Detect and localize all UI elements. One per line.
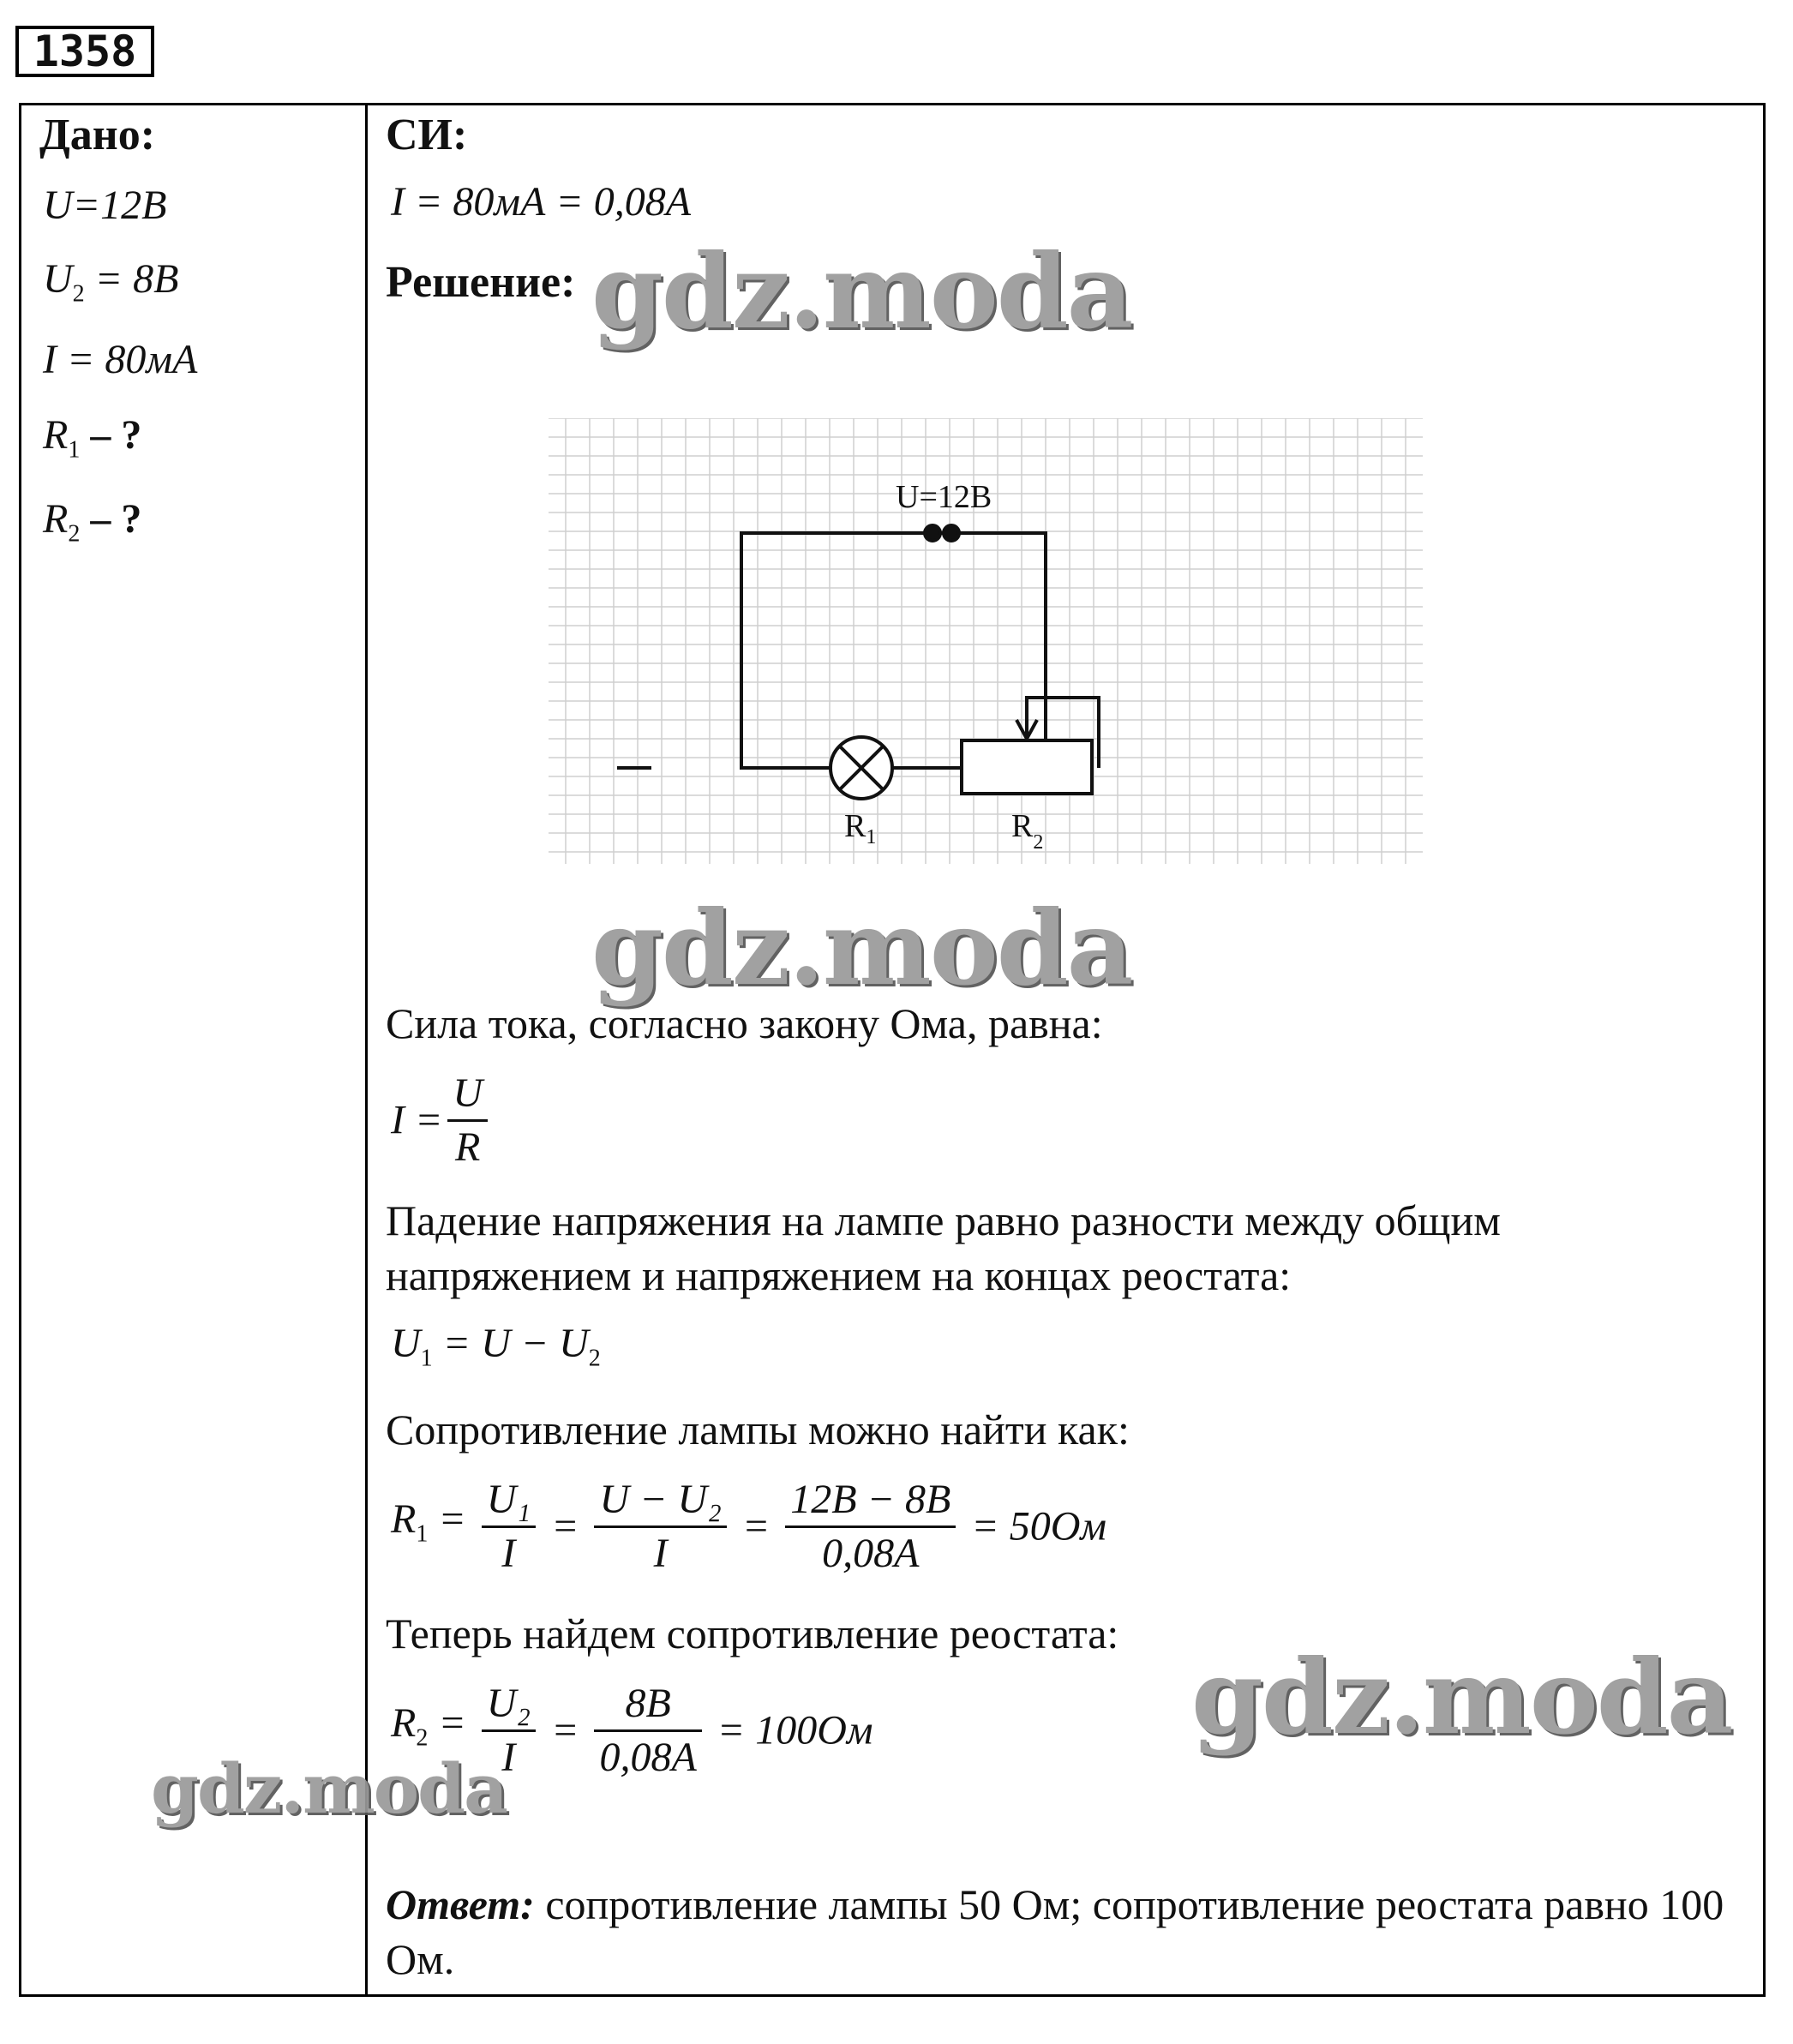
- given-heading: Дано:: [39, 111, 156, 159]
- given-current: I = 80мА: [43, 337, 198, 382]
- terminal-right: [944, 525, 959, 541]
- r2-label-sub: 2: [1033, 831, 1044, 854]
- watermark: gdz.moda: [591, 231, 1132, 352]
- watermark: gdz.moda: [1191, 1637, 1732, 1758]
- watermark: gdz.moda: [591, 888, 1132, 1009]
- formula-r1: $R_1$ = $\frac{\text{U₁}}{I}$ = $\frac{\text{U − U₂}}{I}$ = $\frac{12B - 8B}{0,08A}$ = 50Ом: [391, 1474, 1106, 1579]
- given-voltage: U=12B: [43, 183, 167, 228]
- voltage-label: U=12B: [896, 479, 992, 515]
- si-heading: СИ:: [386, 111, 468, 159]
- answer-label: Ответ:: [386, 1880, 535, 1928]
- text-voltage-drop: Падение напряжения на лампе равно разности между общим напряжением и напряжением на концах реостата:: [386, 1196, 1501, 1299]
- watermark: gdz.moda: [151, 1748, 507, 1829]
- given-unknown-r1: $R_1$ – ?: [43, 412, 142, 464]
- r1-label: R: [844, 808, 867, 844]
- formula-ohm: I = $\frac{U}{R}$: [391, 1068, 493, 1173]
- problem-number: 1358: [15, 26, 154, 77]
- terminal-left: [925, 525, 940, 541]
- solution-heading: Решение:: [386, 258, 576, 307]
- wire-loop: [741, 533, 1046, 768]
- answer: [386, 1877, 1748, 1987]
- si-conversion: I = 80мА = 0,08A: [391, 179, 692, 225]
- column-divider: [365, 103, 368, 1997]
- answer-text: сопротивление лампы 50 Ом; сопротивление реостата равно 100 Ом.: [386, 1880, 1724, 1983]
- svg-text:R2: [1011, 808, 1043, 854]
- rheostat-symbol: [962, 740, 1092, 794]
- text-rheostat-resistance: Теперь найдем сопротивление реостата:: [386, 1609, 1119, 1657]
- formula-u1: $U_1 = U - U_2$: [391, 1321, 601, 1372]
- r1-label-sub: 1: [866, 826, 877, 848]
- circuit-diagram: [549, 418, 1423, 898]
- text-ohm-law: Сила тока, согласно закону Ома, равна:: [386, 999, 1103, 1047]
- given-voltage-rheostat: $U_2 = 8B$: [43, 256, 179, 308]
- r2-label: R: [1011, 808, 1034, 844]
- formula-r2: $R_2$ = $\frac{\text{U₂}}{I}$ = $\frac{8B}{0,08A}$ = 100Ом: [391, 1678, 873, 1783]
- given-unknown-r2: $R_2$ – ?: [43, 496, 142, 548]
- text-lamp-resistance: Сопротивление лампы можно найти как:: [386, 1406, 1130, 1454]
